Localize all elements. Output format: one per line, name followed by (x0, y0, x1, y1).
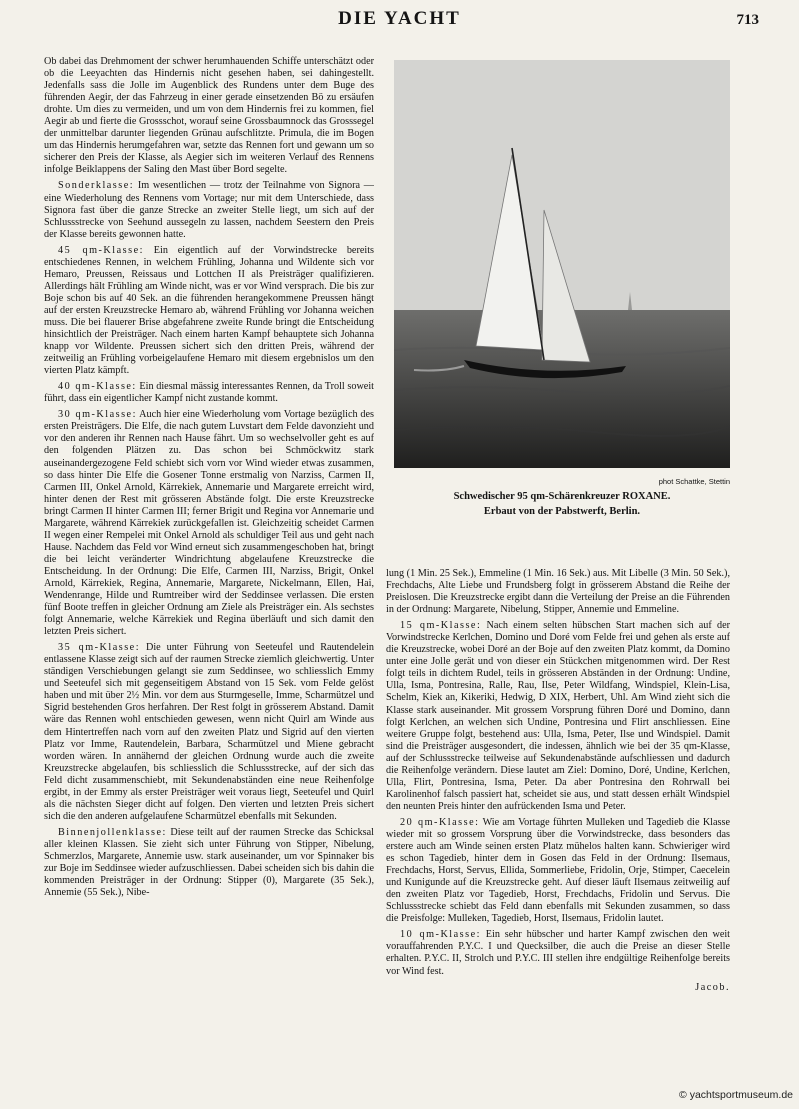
author-signature: Jacob. (695, 981, 730, 993)
caption-line: Schwedischer 95 qm-Schärenkreuzer ROXANE. (453, 491, 671, 502)
class-heading: 40 qm-Klasse: (58, 381, 137, 393)
paragraph (386, 817, 730, 925)
paragraph: lung (1 Min. 25 Sek.), Emmeline (1 Min. 16 Sek.) aus. Mit Libelle (3 Min. 50 Sek.), Frechdachs, Alte Liebe und Frundsberg folgt in grösserem Abstand die Reihe der Preislosen. Die Kreuzstrecke ergibt dann die Verteilung der Preise an die Führenden in der Ordnung: Margarete, Nibelung, Stipper, Annemie und Emmeline. (386, 568, 730, 616)
page-number: 713 (736, 12, 759, 28)
paragraph (44, 409, 374, 638)
yacht-illustration (394, 60, 730, 468)
paragraph-text: Nach einem selten hübschen Start machen sich auf der Vorwindstrecke Kerlchen, Domino und Doré vom Felde frei und gehen als erste auf die Kreuzstrecke, wobei Doré an der Boje auf den zweiten Platz kommt, da Domino unter eine Jolle gerät und von dieser ein Stückchen mitgenommen wird. Der Rest folgt teils in dichtem Rudel, teils in grösseren Abständen in der Ordnung: Undine, Ulla, Isma, Pontresina, Ralle, Rau, Ilse, Peter Wildfang, Windspiel, Klein-Lisa, Schelm, Kiek an, Kikeriki, Hedwig, D XIX, Herbert, Uhl. Am Wind zieht sich die Klasse stark auseinander. Mit grossem Vorsprung führen Doré und Domino, dann folgt Kerlchen, an welchen sich Undine, Pontresina und Flirt anschliessen. Eine weitere Gruppe folgt, bestehend aus: Ulla, Isma, Peter, Ilse und Windspiel. Damit sind die Preisträger ausgesondert, die indessen, ähnlich wie bei der 35 qm-Klasse, auf der Schlussstrecke teilweise auf Sekundenabstände aufschliessen und dadurch die Reihenfolge verändern. Diese lautet am Ziel: Domino, Doré, Undine, Kerlchen, Ulla, Flirt, Pontresina, Isma, Peter. Da aber Pontresina den Rohrwall bei Karolinenhof falsch passiert hat, scheidet sie aus, und statt dessen erhält Windspiel den neunten Preis hinter den aufrückenden Isma und Peter. (386, 620, 730, 812)
paragraph (386, 929, 730, 977)
page-header-title: DIE YACHT (338, 8, 461, 29)
paragraph-text: Im wesentlichen — trotz der Teilnahme von Signora — eine Wiederholung des Rennens vom Vortage; nur mit dem Unterschiede, dass Signora fast über die ganze Strecke an zweiter Stelle liegt, um sich auf der Schlussstrecke von Seehund aussegeln zu lassen, nachdem Seestern den Preis der Klasse bereits gewonnen hatte. (44, 180, 374, 240)
paragraph-text: Ein sehr hübscher und harter Kampf zwischen den weit vorauffahrenden P.Y.C. I und Quecksilber, die auch die Preise an dieser Stelle erhalten. P.Y.C. II, Strolch und P.Y.C. III stellen ihre endgültige Reihenfolge bereits vor Wind fest. (386, 929, 730, 977)
class-heading: 20 qm-Klasse: (400, 816, 480, 828)
paragraph-text: Auch hier eine Wiederholung vom Vortage bezüglich des ersten Preisträgers. Die Elfe, die nach gutem Luvstart dem Felde davonzieht und vor den anderen ihr Rennen nach Hause fährt. Um so wechselvoller geht es auf den folgenden Plätzen zu. Das schon bei Schmöckwitz stark auseinandergezogene Feld schiebt sich vorn vor Wind wieder etwas zusammen, so dass hinter Die Elfe die Gosener Tonne erstmalig von Narziss, Carmen II, Carmen III, Onkel Arnold, Kärrekiek, Annemarie und Margarete erreicht wird, hinter denen der Rest mit grösseren Abstände folgt. Die erste Kreuzstrecke bringt Carmen II hinter Carmen III; ferner Brigit und Regina vor Annemarie und Margarete, während Kärrekiek zurückgefallen ist. Gleichzeitig scheidet Carmen II wegen einer Rempelei mit Onkel Arnold als schuldiger Teil aus und geht nach Hause. Nachdem das Feld vor Wind erneut sich zusammengeschoben hat, bringt die bei leicht veränderter Windrichtung abgelaufene Kreuzstrecke die Entscheidung. In der Ordnung: Die Elfe, Carmen III, Narziss, Brigit, Onkel Arnold, Kärrekiek, Regina, Annemarie, Margarete, Nickelmann, Ellen, Hai, Wendenrange, Hilde und Rumtreiber wird der Seddinsee verlassen. Die ersten fünf Boote treffen in gleicher Ordnung am Ziele als Preisträger ein. Als sechstes folgt Annemarie, welche Kärrekiek und Regina überläuft und sich damit den letzten Preis sichert. (44, 409, 374, 638)
caption-line: Erbaut von der Pabstwerft, Berlin. (483, 506, 641, 517)
class-heading: 10 qm-Klasse: (400, 929, 481, 941)
class-heading: Sonderklasse: (58, 180, 135, 192)
right-text-column (386, 568, 730, 1088)
paragraph-text: Wie am Vortage führten Mulleken und Tagedieb die Klasse wieder mit so grossem Vorsprung über die Vorwindstrecke, dass besonders das erstere auch am Winde seinen ersten Platz mühelos halten kann. Schwieriger wird es schon Tagedieb, hinter dem in Gosen das Feld in der Ordnung: Ilsemaus, Frechdachs, Horst, Servus, Ellida, Sommerliebe, Fridolin, Orje, Stimper, Caecelein und Kunigunde auf die Kreuzstrecke geht. Auf dieser läuft Ilsemaus zeitweilig auf den zweiten Platz vor Tagedieb, Horst, Frechdachs, Fridolin und Servus. Die Schlussstrecke schiebt das Feld dann ebenfalls mit Sekunden zusammen, so dass die Preisfolge: Mulleken, Tagedieb, Horst, Ilsemaus, Fridolin lautet. (386, 816, 730, 925)
class-heading: 45 qm-Klasse: (58, 244, 144, 256)
paragraph-text: Ein eigentlich auf der Vorwindstrecke bereits entschiedenes Rennen, in welchem Frühling, Johanna und Wildente sich vor Hemaro, Preussen, Reissaus und Lottchen II als Preisträger qualifizieren. Allerdings hält Frühling am Winde nicht, was er vor Wind versprach. Die bis zur Boje schon bis auf 40 Sek. an die führenden herangekommene Preussen hängt auf der ersten Kreuzstrecke Hemaro ab, während Frühling vor Johanna weichen muss. Die bei flauerer Brise abgefahrene zweite Runde bringt die Entscheidung hinsichtlich der Preisträger. Nach einem harten Kampf behauptete sich Johanna knapp vor Wildente. Preussen sichert sich den dritten Preis, während der zeitweilig an Frühling vorbeigelaufene Hemaro mit diesem ergebnislos um den vierten Platz kämpft. (44, 244, 374, 377)
paragraph-text: Diese teilt auf der raumen Strecke das Schicksal aller kleinen Klassen. Sie zieht sich unter Führung von Stipper, Nibelung, Schmerzlos, Margarete, Annemie usw. stark auseinander, um vor Spinnaker bis zur Boje im Seddinsee wieder aufzuschliessen. Dabei scheiden sich bis dahin die kommenden Preisträger in der Ordnung: Stipper (0), Margarete (35 Sek.), Annemie (55 Sek.), Nibe- (44, 826, 374, 899)
paragraph (44, 381, 374, 405)
photo-caption (394, 489, 730, 519)
paragraph (44, 642, 374, 823)
paragraph-text: Die unter Führung von Seeteufel und Rautendelein entlassene Klasse zeigt sich auf der raumen Strecke ziemlich gleichwertig. Unter ständigen Verschiebungen gelangt sie zum Seddinsee, wo schliesslich Emmy und Seeteufel sich mit gegenseitigem Abstand von 15 Sek. vom Felde gelöst haben und mit über 2½ Min. vor dem aus Sturmgeselle, Imme, Scharmützel und Sigrid bestehenden Gros herfahren. Der Rest folgt in grösserem Abstand. Damit wäre das Rennen wohl entschieden gewesen, wenn nicht Quirl am Winde aus dem Hintertreffen nach vorn auf den zweiten Platz und Sigrid auf den vierten Platz vor Imme, Rautendelein, Barbara, Scharmützel und Miene gebracht worden wären. In annähernd der gleichen Ordnung wurde auch die zweite Kreuzstrecke abgelaufen, bis schliesslich die Schlussstrecke, auf der sich das Feld dicht zusammenschiebt, mit Sekundenabständen eine neue Reihenfolge ergibt, in der Emmy als erster Preisträger weit voraus liegt, Seeteufel und Quirl als die nächsten Sieger dicht auf folgen. Den vierten und letzten Preis sichert sich die den anderen aufgelaufene Scharmützel ebenfalls mit Sekunden. (44, 642, 374, 822)
class-heading: 30 qm-Klasse: (58, 409, 137, 421)
paragraph: Ob dabei das Drehmoment der schwer herumhauenden Schiffe unterschätzt oder ob die Leeyachten das Hindernis nicht gesehen haben, sei dahingestellt. Jedenfalls sass die Jolle im Augenblick des Rundens unter dem Buge des führenden Aegir, der das Fahrzeug in einer gerade einsetzenden Bö zu ersäufen drohte. Um dies zu vermeiden, und um von dem Hindernis frei zu kommen, fiel Aegir ab und fierte die Grossschot, worauf seine Grossbaumnock das Grosssegel der unmittelbar darunter liegenden Grünau aufschlitzte. Primula, die im Bogen um das Hindernis herumgefahren war, setzte das Rennen fort und gewann um so sicherer den Preis der Klasse, als Aegier sich im weiteren Verlauf des Rennens infolge Beiklappens der Saling den Mast über Bord segelte. (44, 56, 374, 176)
paragraph (44, 245, 374, 378)
paragraph (44, 827, 374, 899)
sailing-yacht-photo (394, 60, 730, 468)
photo-credit: phot Schattke, Stettin (658, 477, 730, 486)
paragraph (44, 180, 374, 240)
class-heading: 35 qm-Klasse: (58, 642, 141, 654)
watermark: © yachtsportmuseum.de (679, 1089, 793, 1101)
paragraph-text: Ein diesmal mässig interessantes Rennen, da Troll soweit führt, dass ein eigentlicher Kampf nicht zustande kommt. (44, 381, 374, 405)
class-heading: Binnenjollenklasse: (58, 826, 167, 838)
paragraph (386, 620, 730, 813)
class-heading: 15 qm-Klasse: (400, 620, 482, 632)
left-text-column (44, 56, 374, 1086)
